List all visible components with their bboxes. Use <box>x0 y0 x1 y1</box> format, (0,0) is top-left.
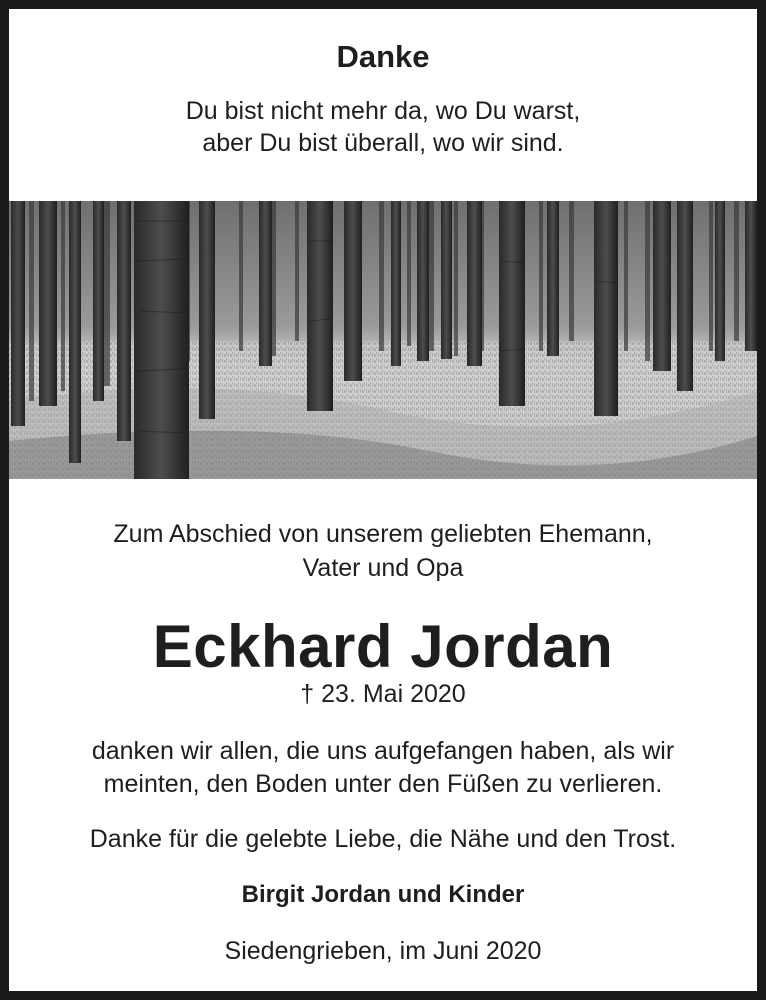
farewell-text <box>9 517 757 585</box>
death-date: † 23. Mai 2020 <box>300 680 466 708</box>
place-date: Siedengrieben, im Juni 2020 <box>224 937 542 965</box>
love-text: Danke für die gelebte Liebe, die Nähe und den Trost. <box>89 825 677 853</box>
deceased-name: Eckhard Jordan <box>152 613 614 680</box>
header-title: Danke <box>336 39 430 74</box>
thanks-line-2: meinten, den Boden unter den Füßen zu verlieren. <box>103 770 663 798</box>
motto-quote <box>9 95 757 159</box>
thanks-text <box>9 735 757 801</box>
farewell-line-1: Zum Abschied von unserem geliebten Ehemann, <box>113 520 653 548</box>
farewell-line-2: Vater und Opa <box>302 554 464 582</box>
motto-line-2: aber Du bist überall, wo wir sind. <box>202 129 564 157</box>
obituary-card <box>9 9 757 991</box>
foreground-trunk <box>134 201 189 479</box>
motto-line-1: Du bist nicht mehr da, wo Du warst, <box>185 97 581 125</box>
family-signature: Birgit Jordan und Kinder <box>241 881 525 908</box>
forest-photo <box>9 201 757 479</box>
thanks-line-1: danken wir allen, die uns aufgefangen haben, als wir <box>91 737 675 765</box>
